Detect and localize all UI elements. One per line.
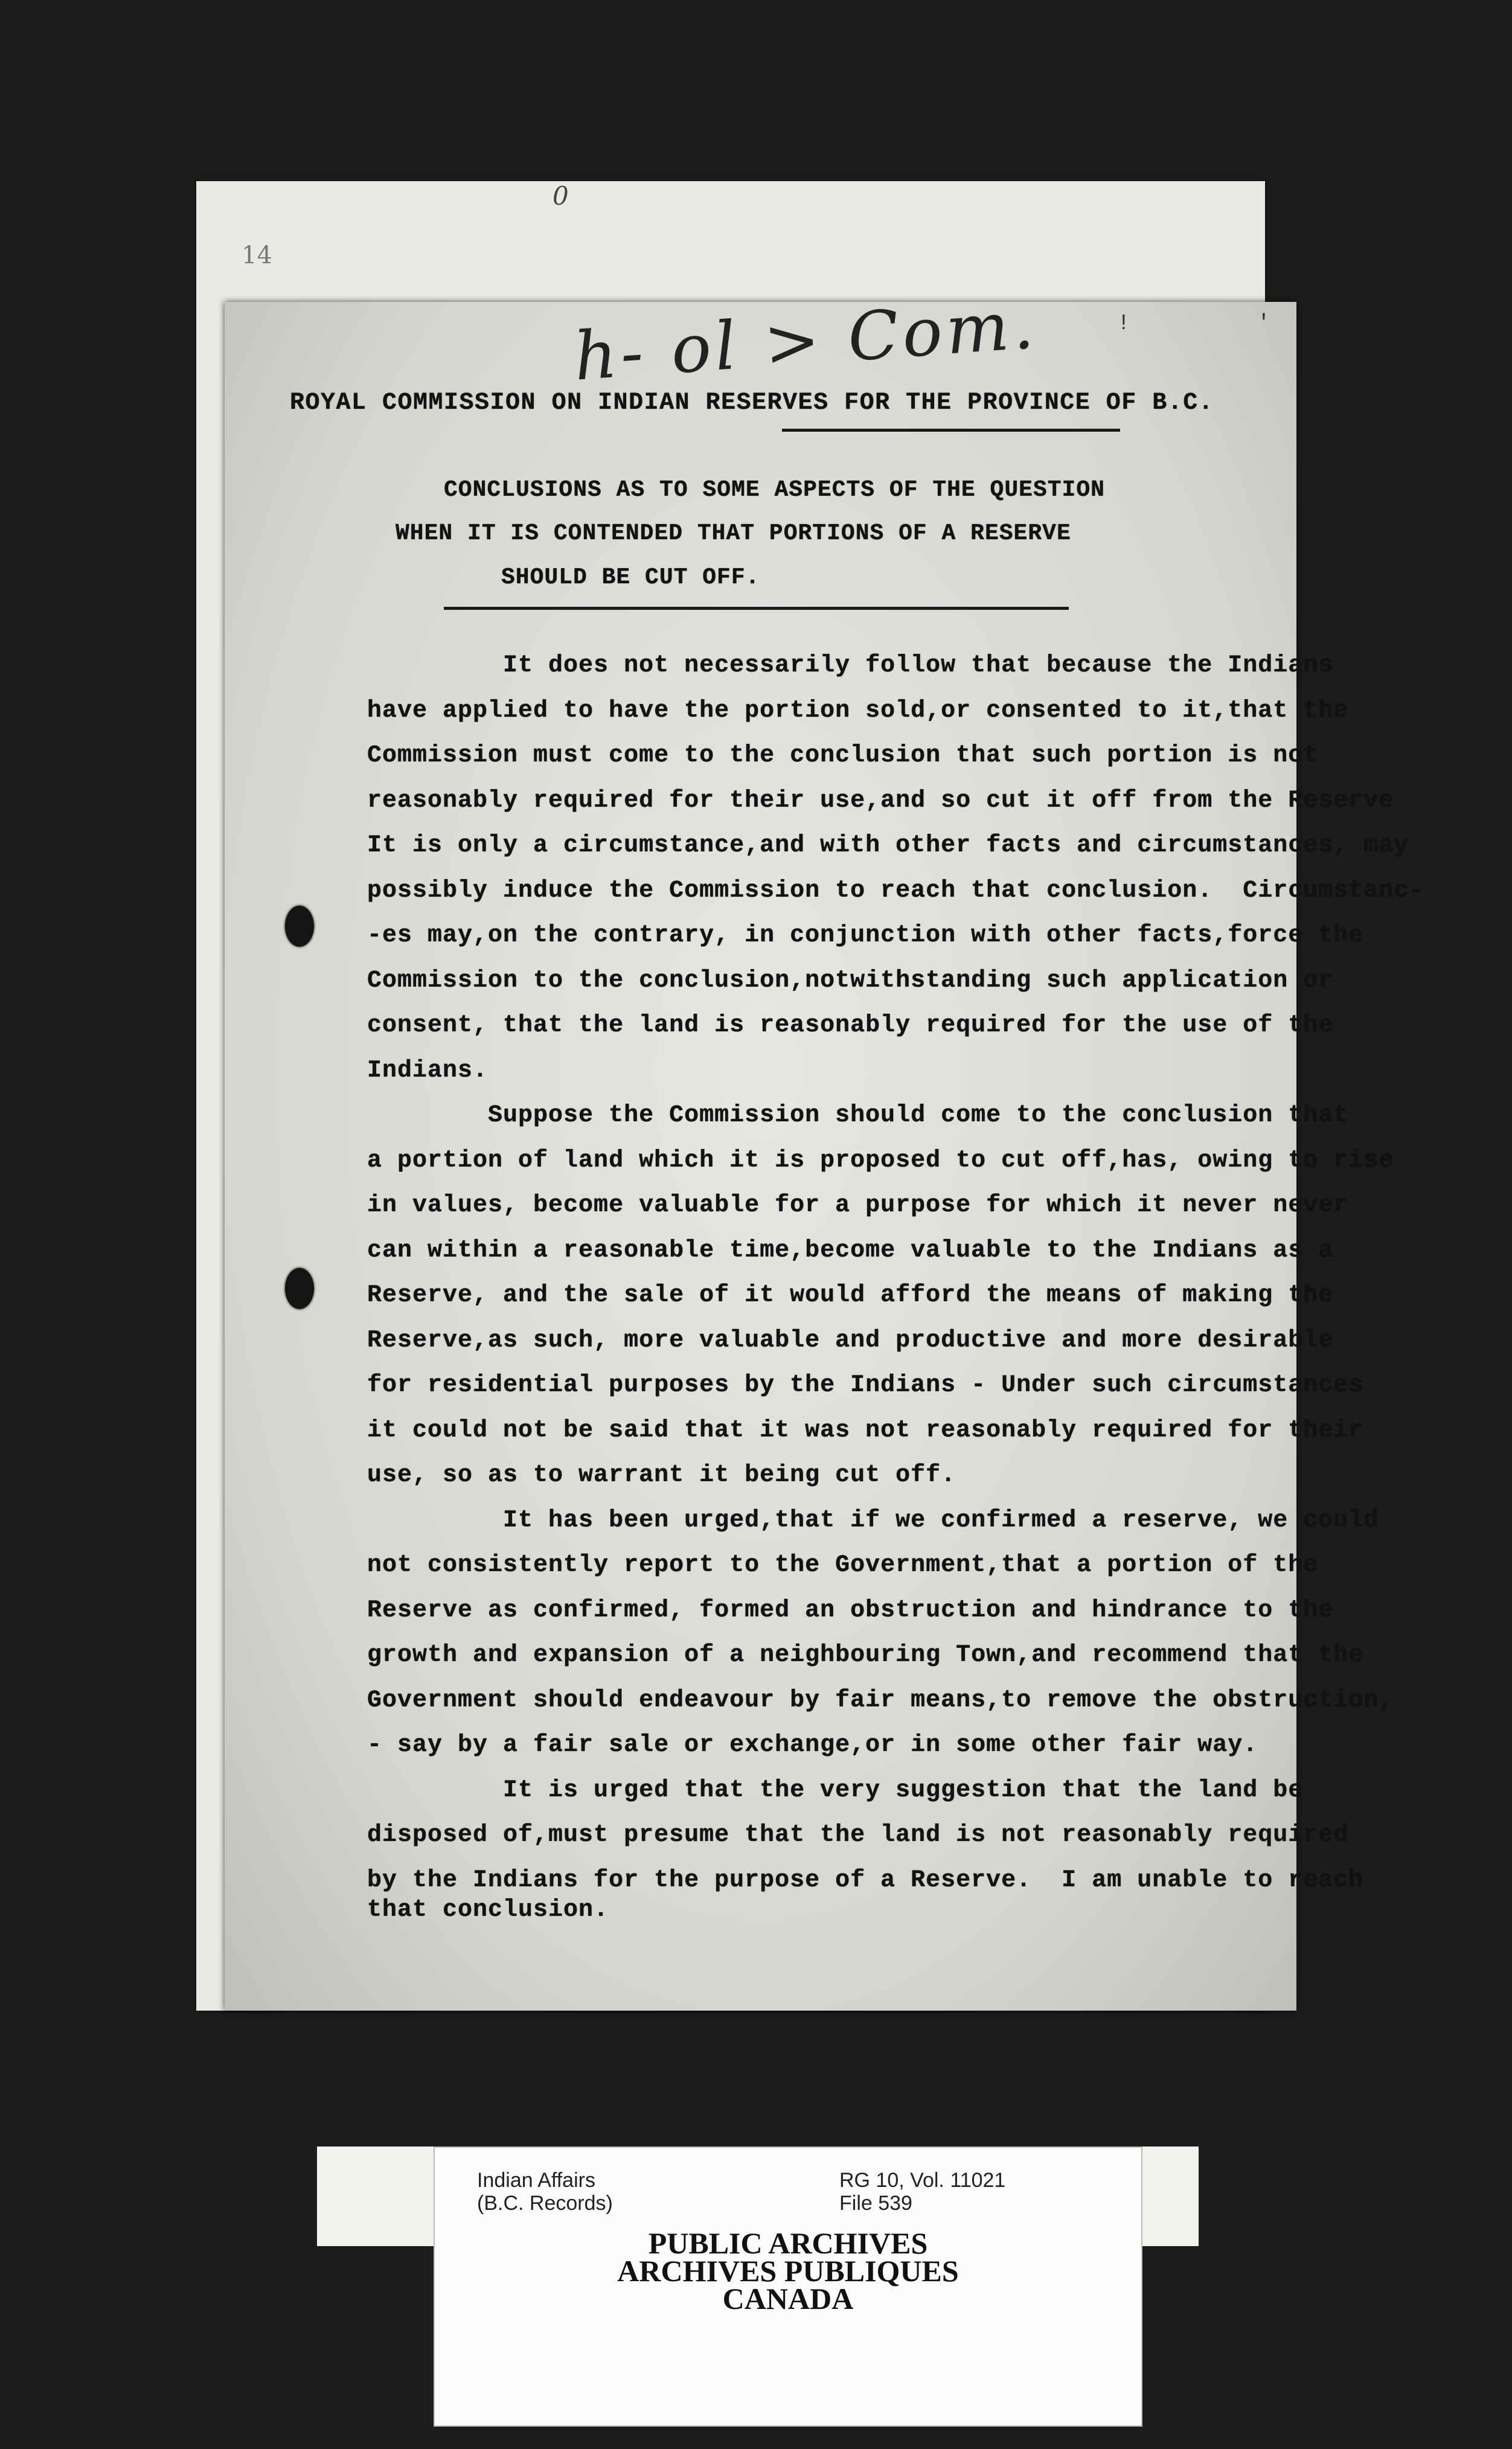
body-line: by the Indians for the purpose of a Reserve. I am unable to reach — [367, 1866, 1364, 1894]
archive-label — [434, 2146, 1142, 2427]
body-line: -es may,on the contrary, in conjunction with other facts,force the — [367, 922, 1364, 949]
body-line: Reserve,as such, more valuable and productive and more desirable — [367, 1327, 1334, 1354]
body-line: a portion of land which it is proposed to cut off,has, owing to rise — [367, 1147, 1394, 1174]
tick-mark: ! — [1117, 311, 1130, 336]
body-line: disposed of,must presume that the land is not reasonably required — [367, 1822, 1349, 1849]
document-title: ROYAL COMMISSION ON INDIAN RESERVES FOR THE PROVINCE OF B.C. — [290, 389, 1214, 417]
subtitle-line: CONCLUSIONS AS TO SOME ASPECTS OF THE QUESTION — [444, 477, 1105, 503]
folio-number: 14 — [242, 242, 272, 269]
label-archives-publiques: ARCHIVES PUBLIQUES — [617, 2254, 959, 2288]
body-line: consent, that the land is reasonably required for the use of the — [367, 1012, 1334, 1039]
label-public-archives: PUBLIC ARCHIVES — [648, 2226, 928, 2260]
punch-hole — [285, 906, 314, 947]
body-line: that conclusion. — [367, 1897, 609, 1924]
handwritten-note: h- ol > Com. — [571, 286, 1040, 395]
divider — [444, 607, 1069, 610]
body-line: Reserve as confirmed, formed an obstruction and hindrance to the — [367, 1596, 1334, 1624]
body-line: use, so as to warrant it being cut off. — [367, 1462, 956, 1489]
body-line: It has been urged,that if we confirmed a reserve, we could — [367, 1506, 1379, 1534]
body-line: Commission must come to the conclusion that such portion is not — [367, 742, 1319, 769]
body-line: - say by a fair sale or exchange,or in some other fair way. — [367, 1732, 1258, 1759]
body-line: for residential purposes by the Indians - Under such circumstances — [367, 1372, 1364, 1399]
body-line: have applied to have the portion sold,or consented to it,that the — [367, 697, 1349, 725]
body-line: in values, become valuable for a purpose for which it never never — [367, 1192, 1349, 1219]
body-line: Commission to the conclusion,notwithstanding such application or — [367, 967, 1334, 994]
body-line: It is only a circumstance,and with other facts and circumstances, may — [367, 832, 1409, 859]
subtitle-line: WHEN IT IS CONTENDED THAT PORTIONS OF A RESERVE — [396, 520, 1071, 546]
label-canada: CANADA — [722, 2282, 854, 2316]
top-mark: 0 — [553, 181, 569, 211]
body-line: possibly induce the Commission to reach that conclusion. Circumstanc- — [367, 877, 1424, 904]
body-line: not consistently report to the Government,that a portion of the — [367, 1552, 1319, 1579]
body-line: It is urged that the very suggestion that the land be — [367, 1776, 1304, 1804]
label-reference: RG 10, Vol. 11021 File 539 — [839, 2169, 1006, 2215]
body-line: Indians. — [367, 1057, 489, 1084]
body-line: can within a reasonable time,become valuable to the Indians as a — [367, 1237, 1334, 1264]
subtitle-line: SHOULD BE CUT OFF. — [501, 565, 760, 591]
body-line: Suppose the Commission should come to the conclusion that — [367, 1102, 1349, 1129]
punch-hole — [285, 1268, 314, 1309]
body-line: Reserve, and the sale of it would afford the means of making the — [367, 1282, 1334, 1309]
body-line: reasonably required for their use,and so cut it off from the Reserve — [367, 787, 1394, 815]
label-collection: Indian Affairs (B.C. Records) — [477, 2169, 613, 2215]
divider — [782, 429, 1120, 432]
body-line: it could not be said that it was not reasonably required for their — [367, 1417, 1364, 1444]
body-line: Government should endeavour by fair means,to remove the obstruction, — [367, 1686, 1394, 1714]
body-line: It does not necessarily follow that because the Indians — [367, 652, 1334, 679]
body-line: growth and expansion of a neighbouring Town,and recommend that the — [367, 1642, 1364, 1669]
tick-mark: ' — [1257, 311, 1270, 336]
